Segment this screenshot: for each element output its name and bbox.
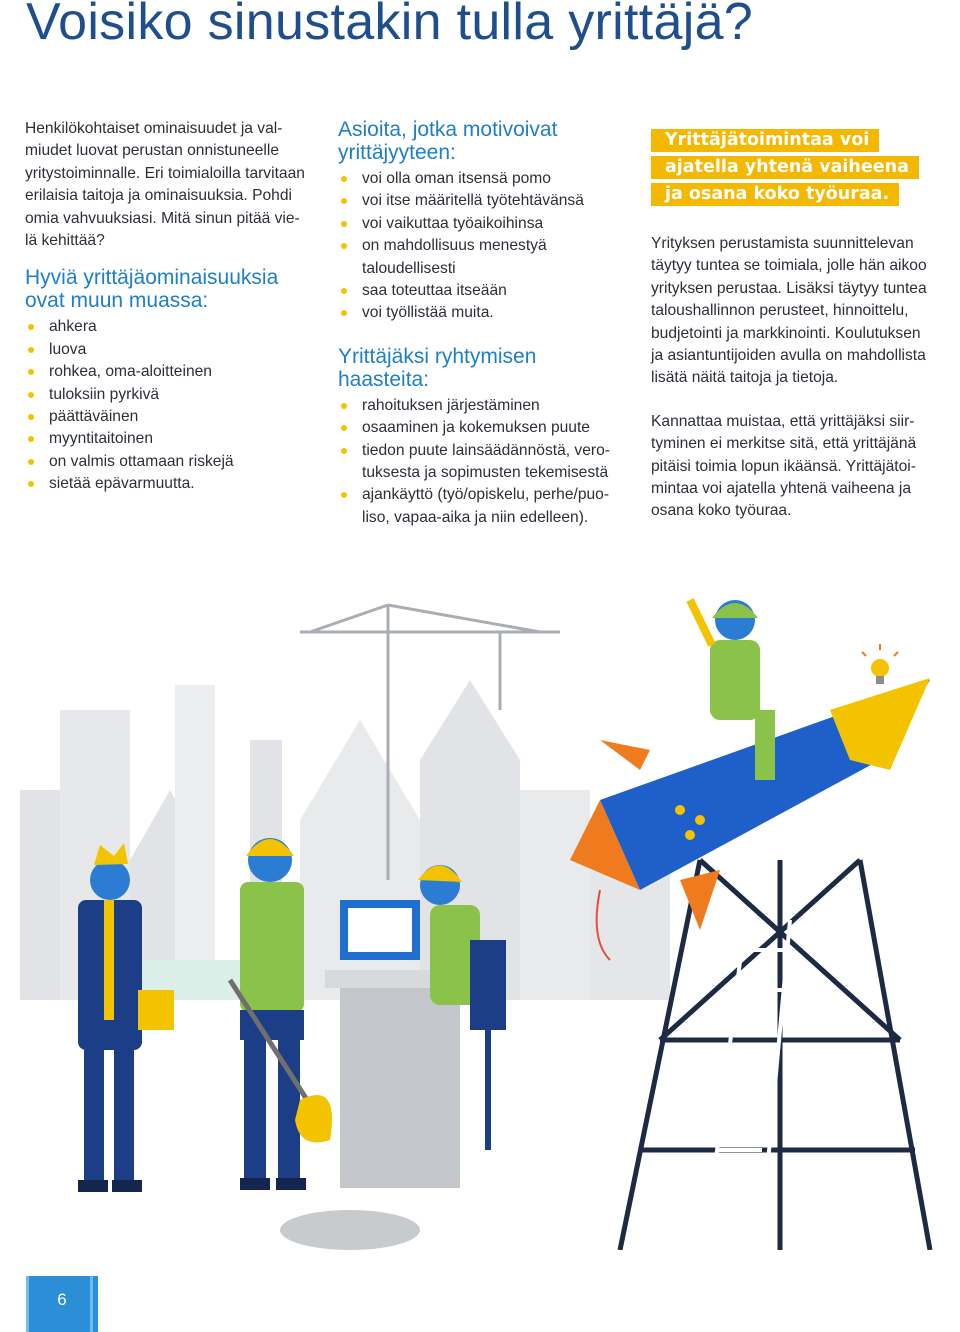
challenges-list bbox=[338, 395, 630, 529]
dirt-pile bbox=[280, 1210, 420, 1250]
list-item: ajankäyttö (työ/opiskelu, perhe/puo- liso, vapaa-aika ja niin edelleen). bbox=[338, 484, 630, 529]
highlight-line: Yrittäjätoimintaa voi bbox=[651, 129, 879, 152]
list-item: on mahdollisuus menestyä taloudellisesti bbox=[338, 235, 630, 280]
motivation-list bbox=[338, 168, 630, 325]
list-item: on valmis ottamaan riskejä bbox=[25, 451, 315, 473]
list-item: voi olla oman itsensä pomo bbox=[338, 168, 630, 190]
qualities-list bbox=[25, 316, 315, 495]
lightbulb-icon bbox=[862, 644, 898, 684]
column-left bbox=[25, 118, 315, 496]
list-item: voi työllistää muita. bbox=[338, 302, 630, 324]
list-item: rohkea, oma-aloitteinen bbox=[25, 361, 315, 383]
entrepreneurs-illustration bbox=[0, 560, 960, 1250]
office-worker-figure bbox=[325, 865, 506, 1188]
briefcase-icon bbox=[138, 990, 174, 1030]
list-item: sietää epävarmuutta. bbox=[25, 473, 315, 495]
list-item: luova bbox=[25, 339, 315, 361]
intro-paragraph: Henkilökohtaiset ominaisuudet ja val- miudet luovat perustan onnistuneelle yritystoiminnalle. Eri toimialoilla tarvitaan erilaisia taitoja ja ominaisuuksia. Pohdi omia vahvuuksiasi. Mitä sinun pitää vie- lä kehittää? bbox=[25, 120, 305, 250]
list-item: rahoituksen järjestäminen bbox=[338, 395, 630, 417]
column-right bbox=[651, 233, 951, 544]
highlight-line: ja osana koko työuraa. bbox=[651, 183, 899, 206]
motivation-heading: Asioita, jotka motivoivat yrittäjyyteen: bbox=[338, 118, 558, 164]
highlight-callout bbox=[651, 127, 951, 208]
shovel-icon bbox=[295, 1095, 332, 1143]
page-number-box bbox=[26, 1276, 98, 1332]
list-item: ahkera bbox=[25, 316, 315, 338]
list-item: voi itse määritellä työtehtävänsä bbox=[338, 190, 630, 212]
list-item: myyntitaitoinen bbox=[25, 428, 315, 450]
list-item: tiedon puute lainsäädännöstä, vero- tuksesta ja sopimusten tekemisestä bbox=[338, 440, 630, 485]
list-item: voi vaikuttaa työaikoihinsa bbox=[338, 213, 630, 235]
highlight-line: ajatella yhtenä vaiheena bbox=[651, 156, 919, 179]
list-item: osaaminen ja kokemuksen puute bbox=[338, 417, 630, 439]
page-title: Voisiko sinustakin tulla yrittäjä? bbox=[26, 0, 754, 51]
page-number: 6 bbox=[57, 1290, 67, 1309]
column-middle bbox=[338, 118, 630, 529]
body-paragraph: Kannattaa muistaa, että yrittäjäksi siir- tyminen ei merkitse sitä, että yrittäjänä pitäisi toimia lopun ikäänsä. Yrittäjätoi- mintaa voi ajatella yhtenä vaiheena ja osana koko työuraa. bbox=[651, 412, 917, 520]
qualities-heading: Hyviä yrittäjäominaisuuksia ovat muun muassa: bbox=[25, 266, 279, 313]
list-item: päättäväinen bbox=[25, 406, 315, 428]
challenges-heading: Yrittäjäksi ryhtymisen haasteita: bbox=[338, 344, 537, 391]
helmet-icon bbox=[712, 603, 758, 618]
list-item: saa toteuttaa itseään bbox=[338, 280, 630, 302]
chair bbox=[470, 940, 506, 1030]
ladder-icon bbox=[705, 920, 790, 1250]
list-item: tuloksiin pyrkivä bbox=[25, 384, 315, 406]
body-paragraph: Yrityksen perustamista suunnittelevan täytyy tuntea se toimiala, jolle hän aikoo yrityksen perustaa. Lisäksi täytyy tuntea taloushallinnon perusteet, hinnoittelu, budjetointi ja markkinointi. Koulutuksen ja asiantuntijoiden avulla on mahdollista lisätä näitä taitoja ja tietoja. bbox=[651, 235, 927, 387]
